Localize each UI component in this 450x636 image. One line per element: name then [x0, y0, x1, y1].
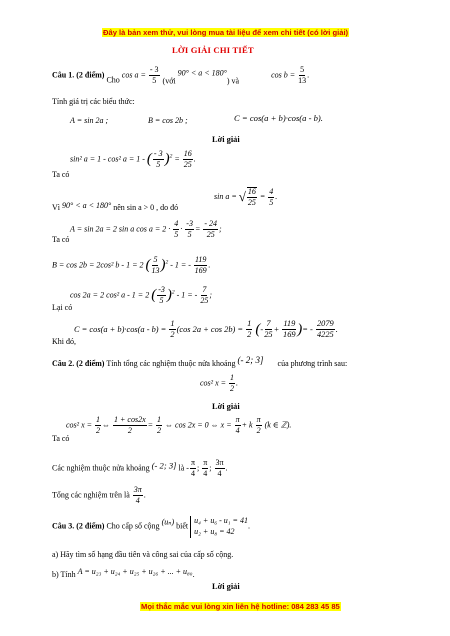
page-title: LỜI GIẢI CHI TIẾT	[172, 45, 254, 55]
q3-system: u₄ + u₆ - u₁ = 41 u₂ + u₈ = 42	[190, 516, 248, 538]
bottom-banner: Mọi thắc mắc vui lòng xin liên hệ hotline: 084 283 45 85	[141, 602, 340, 611]
q1-taco-2: Ta có	[52, 235, 70, 244]
q2-equation: cos² x = $\frac{1}{2}$ .	[200, 373, 239, 393]
q1-taco-1: Ta có	[52, 170, 70, 179]
q1-solution-heading: Lời giải	[212, 135, 240, 144]
q1-expr-c: C = cos(a + b)·cos(a - b).	[234, 113, 323, 123]
q2-solution-heading: Lời giải	[212, 402, 240, 411]
q2-taco: Ta có	[52, 434, 70, 443]
q1-a-value: A = sin 2a = 2 sin a cos a = 2 · $\frac{4}{5}$ · $\frac{-3}{5}$ = $\frac{- 24}{25}$ ;	[70, 219, 222, 239]
q1-because-line: Vì 90° < a < 180° nên sin a > 0 , do đó	[52, 201, 179, 212]
q1-statement: Câu 1. (2 điểm) Cho cos a = $\frac{- 3}{5}$ (với 90° < a < 180°) và cos b = $\frac{5}{13}$ .	[52, 65, 310, 86]
q1-khido: Khi đó,	[52, 337, 76, 346]
q1-sin2-line: sin² a = 1 - cos² a = 1 - ( $\frac{- 3}{5}$ )$^2$ = $\frac{16}{25}$ .	[70, 149, 196, 169]
q1-cos2a-value: cos 2a = 2 cos² a - 1 = 2 ( $\frac{-3}{5}$ )$^2$ - 1 = - $\frac{7}{25}$ ;	[70, 285, 213, 305]
q2-roots: Các nghiệm thuộc nửa khoảng (- 2; 3] là - $\frac{\pi}{4}$ ; $\frac{\pi}{4}$ ; $\frac{3\pi}{4}$ .	[52, 458, 228, 478]
q1-expr-b: B = cos 2b ;	[148, 116, 188, 125]
q1-c-value: C = cos(a + b)·cos(a - b) = $\frac{1}{2}$ (cos 2a + cos 2b) = $\frac{1}{2}$ (- $\frac{7}{25}$ + $\frac{119}{169}$ )= - $\frac{2079}{4225}$ .	[74, 319, 338, 340]
q3-part-a: a) Hãy tìm số hạng đầu tiên và công sai của cấp số cộng.	[52, 550, 234, 559]
q1-expr-a: A = sin 2a ;	[70, 116, 109, 125]
q1-laico: Lại có	[52, 303, 73, 312]
q3-part-b: b) Tính A = u₂₃ + u₂₄ + u₂₅ + u₂₆ + ... + u₈₀.	[52, 567, 195, 579]
q2-solve-line: cos² x = $\frac{1}{2}$ ⇔ $\frac{1 + \cos 2x}{2}$ = $\frac{1}{2}$ ⇔ cos 2x = 0 ⇔ x = $\frac{\pi}{4}$ + k $\frac{\pi}{2}$ (k ∈ ℤ).	[66, 415, 292, 435]
q2-statement: Câu 2. (2 điểm) Tính tổng các nghiệm thuộc nửa khoảng (- 2; 3] của phương trình sau:	[52, 355, 348, 368]
q1-task: Tính giá trị các biểu thức:	[52, 97, 135, 106]
q3-statement: Câu 3. (2 điểm) Cho cấp số cộng (uₙ) biết u₄ + u₆ - u₁ = 41 u₂ + u₈ = 42.	[52, 516, 250, 536]
top-banner: Đây là bản xem thử, vui lòng mua tài liệu để xem chi tiết (có lời giải)	[103, 28, 349, 37]
q2-sum: Tổng các nghiệm trên là $\frac{3\pi}{4}$ .	[52, 485, 146, 505]
q3-solution-heading: Lời giải	[212, 582, 240, 591]
q1-b-value: B = cos 2b = 2cos² b - 1 = 2 ( $\frac{5}{13}$ )$^2$ - 1 = - $\frac{119}{169}$ .	[52, 255, 211, 275]
q1-sin-a: sin a = √ $\frac{16}{25}$ = $\frac{4}{5}$ .	[214, 186, 278, 207]
